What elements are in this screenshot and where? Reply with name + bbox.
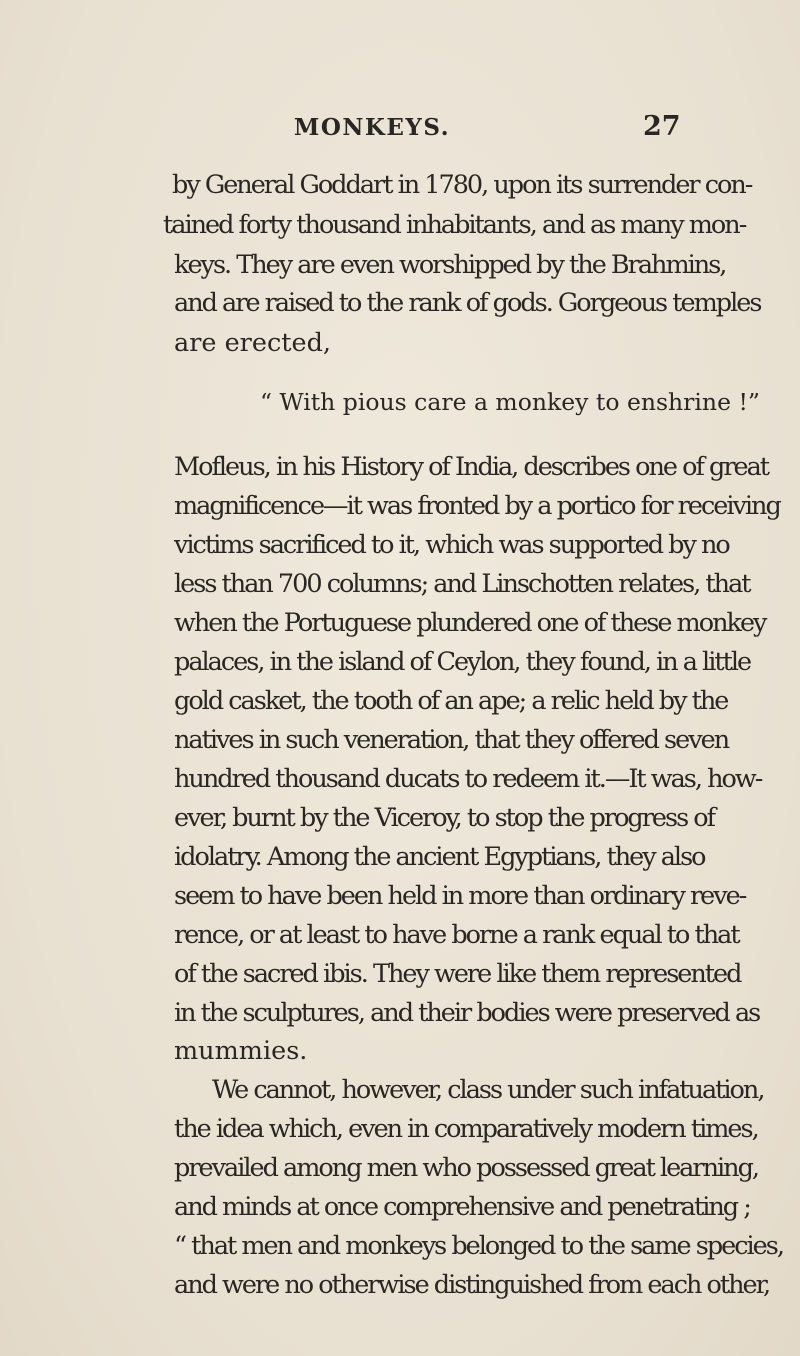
text-line: in the sculptures, and their bodies were preserved as — [174, 998, 760, 1028]
text-line: victims sacrificed to it, which was supported by no — [174, 530, 729, 560]
text-line: by General Goddart in 1780, upon its surrender con- — [172, 170, 752, 200]
text-line: when the Portuguese plundered one of these monkey — [174, 608, 766, 638]
text-line: “ that men and monkeys belonged to the same species, — [174, 1231, 783, 1261]
text-line: We cannot, however, class under such infatuation, — [212, 1075, 764, 1105]
running-title: MONKEYS. — [293, 114, 451, 141]
text-line: less than 700 columns; and Linschotten relates, that — [174, 569, 750, 599]
text-line: gold casket, the tooth of an ape; a relic held by the — [174, 686, 728, 716]
text-line: idolatry. Among the ancient Egyptians, they also — [174, 842, 705, 872]
text-line: the idea which, even in comparatively modern times, — [174, 1114, 758, 1144]
text-line: of the sacred ibis. They were like them represented — [174, 959, 741, 989]
text-line: natives in such veneration, that they offered seven — [174, 725, 729, 755]
verse-quotation: “ With pious care a monkey to enshrine !” — [260, 388, 760, 416]
text-line: Mofleus, in his History of India, describes one of great — [174, 452, 769, 482]
text-line: seem to have been held in more than ordinary reve- — [174, 881, 746, 911]
text-line: and minds at once comprehensive and penetrating ; — [174, 1192, 750, 1222]
text-line: and are raised to the rank of gods. Gorgeous temples — [174, 288, 761, 318]
text-line: ever, burnt by the Viceroy, to stop the progress of — [174, 803, 715, 833]
text-line: tained forty thousand inhabitants, and as many mon- — [163, 210, 746, 240]
text-line: magnificence—it was fronted by a portico for receiving — [174, 491, 780, 521]
text-line: hundred thousand ducats to redeem it.—It was, how- — [174, 764, 762, 794]
text-line: prevailed among men who possessed great learning, — [174, 1153, 759, 1183]
text-line: keys. They are even worshipped by the Brahmins, — [174, 250, 726, 280]
text-line: rence, or at least to have borne a rank equal to that — [174, 920, 739, 950]
text-line: mummies. — [174, 1036, 308, 1066]
text-line: are erected, — [174, 328, 332, 358]
text-line: and were no otherwise distinguished from each other, — [174, 1270, 770, 1300]
page-number: 27 — [643, 111, 681, 142]
running-head — [0, 111, 800, 154]
text-line: palaces, in the island of Ceylon, they found, in a little — [174, 647, 751, 677]
